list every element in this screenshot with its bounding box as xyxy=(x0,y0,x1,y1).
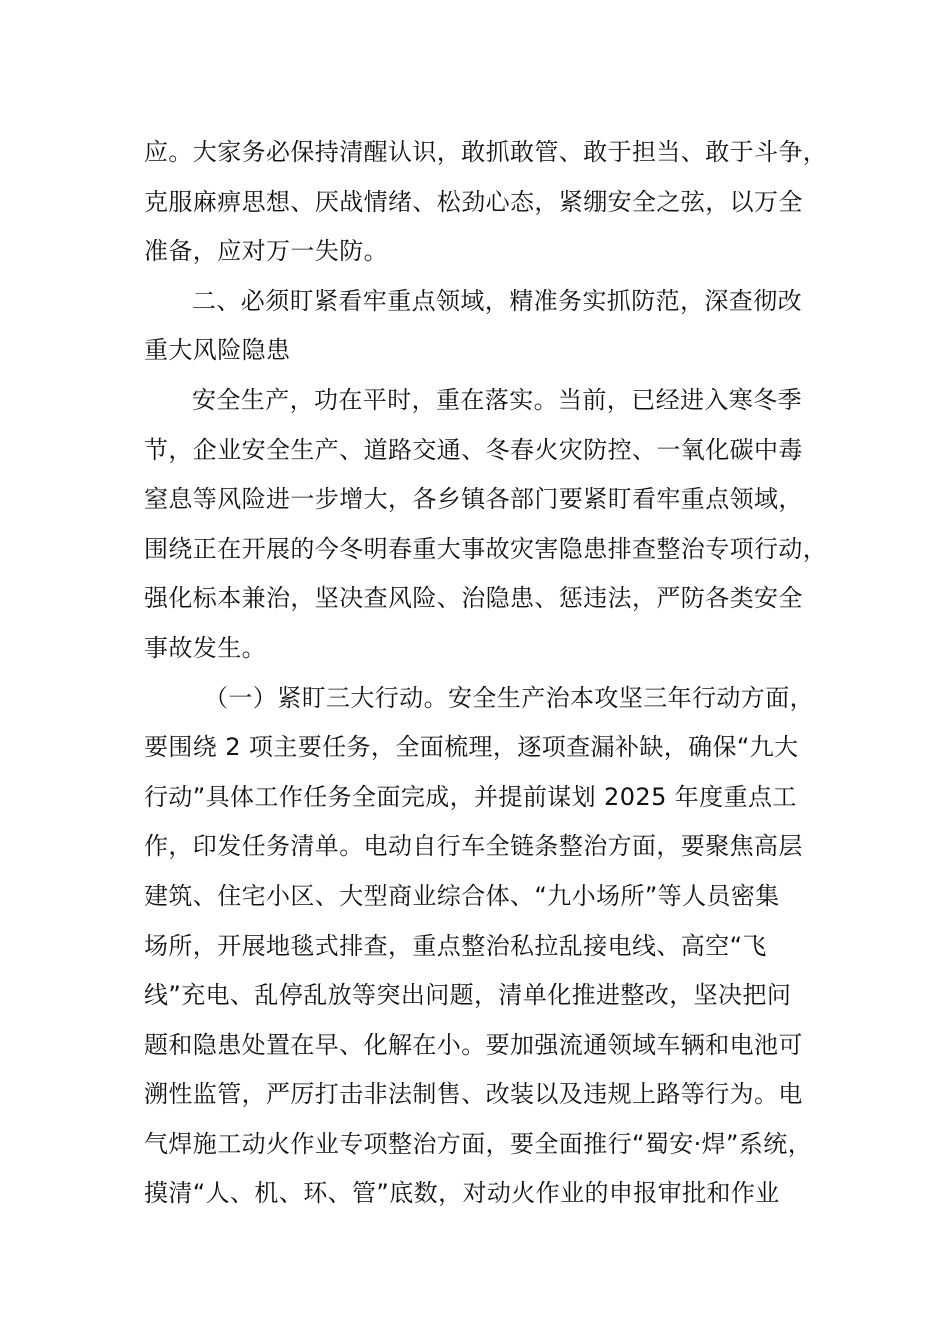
text-line: 窒息等风险进一步增大，各乡镇各部门要紧盯看牢重点领域， xyxy=(144,485,803,514)
section-heading-line: 二、必须盯紧看牢重点领域，精准务实抓防范，深查彻改 xyxy=(192,286,802,315)
text-line: 气焊施工动火作业专项整治方面，要全面推行“蜀安·焊”系统， xyxy=(144,1129,813,1158)
text-line: 作，印发任务清单。电动自行车全链条整治方面，要聚焦高层 xyxy=(144,832,803,861)
text-line: 题和隐患处置在早、化解在小。要加强流通领域车辆和电池可 xyxy=(144,1030,803,1059)
text-line: 建筑、住宅小区、大型商业综合体、“九小场所”等人员密集 xyxy=(144,881,780,910)
text-line: 强化标本兼治，坚决查风险、治隐患、惩违法，严防各类安全 xyxy=(144,584,803,613)
text-line: 溯性监管，严厉打击非法制售、改装以及违规上路等行为。电 xyxy=(144,1080,803,1109)
text-line: 节，企业安全生产、道路交通、冬春火灾防控、一氧化碳中毒 xyxy=(144,435,803,464)
text-line: 安全生产，功在平时，重在落实。当前，已经进入寒冬季 xyxy=(192,385,802,414)
subsection-line: （一）紧盯三大行动。安全生产治本攻坚三年行动方面， xyxy=(204,683,814,712)
text-line: 线”充电、乱停乱放等突出问题，清单化推进整改，坚决把问 xyxy=(144,981,792,1010)
text-line: 事故发生。 xyxy=(144,633,266,662)
text-line: 行动”具体工作任务全面完成，并提前谋划 2025 年度重点工 xyxy=(144,782,797,811)
text-line: 要围绕 2 项主要任务，全面梳理，逐项查漏补缺，确保“九大 xyxy=(144,733,799,762)
text-line: 克服麻痹思想、厌战情绪、松劲心态，紧绷安全之弦，以万全 xyxy=(144,187,803,216)
text-line: 应。大家务必保持清醒认识，敢抓敢管、敢于担当、敢于斗争， xyxy=(144,138,828,166)
body-text xyxy=(144,128,834,1219)
text-line: 准备，应对万一失防。 xyxy=(144,237,388,266)
text-line: 场所，开展地毯式排查，重点整治私拉乱接电线、高空“飞 xyxy=(144,931,767,960)
text-line: 摸清“人、机、环、管”底数，对动火作业的申报审批和作业 xyxy=(144,1179,780,1208)
text-line: 围绕正在开展的今冬明春重大事故灾害隐患排查整治专项行动， xyxy=(144,534,828,563)
section-heading-line: 重大风险隐患 xyxy=(144,336,291,365)
